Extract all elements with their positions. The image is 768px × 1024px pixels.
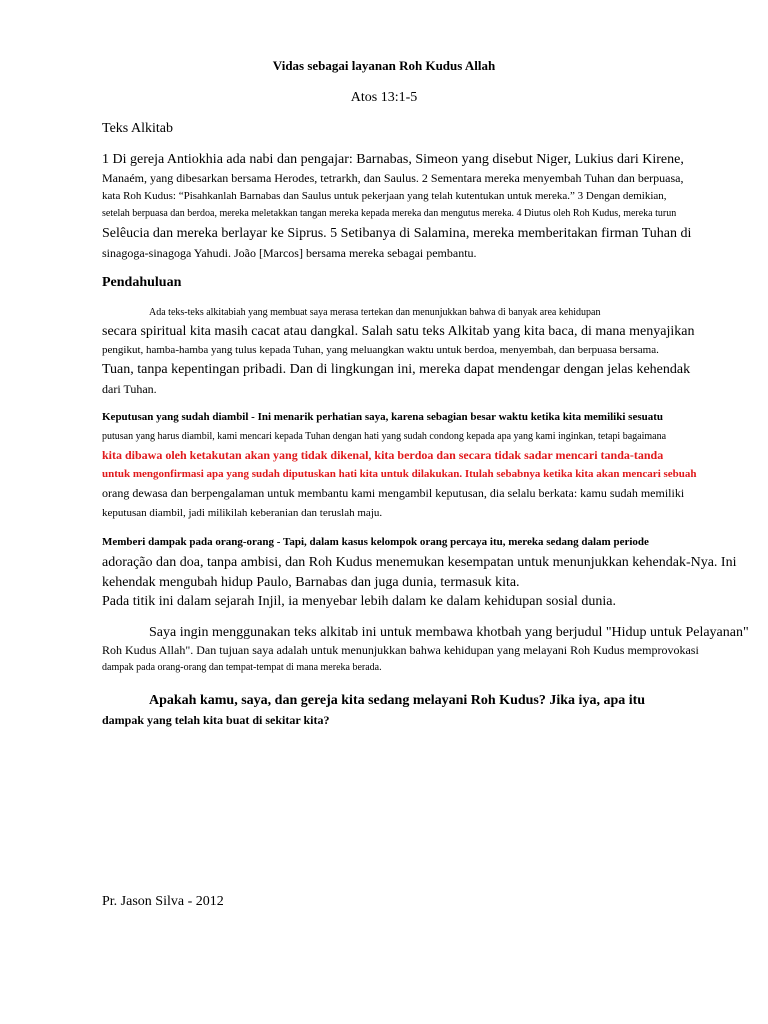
bible-text-line: setelah berpuasa dan berdoa, mereka meletakkan tangan mereka kepada mereka dan mengutus mereka. 4 Diutus oleh Roh Kudus, mereka turun bbox=[102, 208, 677, 219]
purpose-line: dampak pada orang-orang dan tempat-tempat di mana mereka berada. bbox=[102, 662, 382, 673]
impact-lead: Memberi dampak pada orang-orang - Tapi, dalam kasus kelompok orang percaya itu, mereka sedang dalam periode bbox=[102, 536, 649, 548]
intro-line: pengikut, hamba-hamba yang tulus kepada Tuhan, yang meluangkan waktu untuk berdoa, menyembah, dan berpuasa bersama. bbox=[102, 344, 659, 356]
intro-line: secara spiritual kita masih cacat atau dangkal. Salah satu teks Alkitab yang kita baca, di mana menyajikan bbox=[102, 324, 695, 339]
purpose-line: Saya ingin menggunakan teks alkitab ini untuk membawa khotbah yang berjudul "Hidup untuk Pelayanan" bbox=[149, 625, 749, 640]
question-line: dampak yang telah kita buat di sekitar kita? bbox=[102, 713, 330, 727]
bible-text-heading: Teks Alkitab bbox=[102, 121, 173, 136]
decision-line: orang dewasa dan berpengalaman untuk membantu kami mengambil keputusan, dia selalu berkata: kamu sudah memiliki bbox=[102, 486, 685, 500]
author-signature: Pr. Jason Silva - 2012 bbox=[102, 894, 224, 909]
decision-line: keputusan diambil, jadi milikilah keberanian dan teruslah maju. bbox=[102, 507, 383, 519]
bible-text-line: Manaém, yang dibesarkan bersama Herodes, tetrarkh, dan Saulus. 2 Sementara mereka menyembah Tuhan dan berpuasa, bbox=[102, 171, 684, 185]
decision-line: putusan yang harus diambil, kami mencari kepada Tuhan dengan hati yang sudah condong kepada apa yang kami inginkan, tetapi bagaimana bbox=[102, 431, 667, 442]
impact-line: Pada titik ini dalam sejarah Injil, ia menyebar lebih dalam ke dalam kehidupan sosial dunia. bbox=[102, 594, 616, 609]
decision-highlight-line: untuk mengonfirmasi apa yang sudah diputuskan hati kita untuk dilakukan. Itulah sebabnya ketika kita akan mencari sebuah bbox=[102, 468, 697, 480]
intro-heading: Pendahuluan bbox=[102, 275, 182, 290]
decision-highlight-line: kita dibawa oleh ketakutan akan yang tidak dikenal, kita berdoa dan secara tidak sadar mencari tanda-tanda bbox=[102, 448, 664, 462]
bible-text-line: kata Roh Kudus: “Pisahkanlah Barnabas dan Saulus untuk pekerjaan yang telah kutentukan untuk mereka.” 3 Dengan demikian, bbox=[102, 190, 667, 202]
document-title: Vidas sebagai layanan Roh Kudus Allah bbox=[272, 58, 496, 73]
decision-lead: Keputusan yang sudah diambil - Ini menarik perhatian saya, karena sebagian besar waktu ketika kita memiliki sesuatu bbox=[102, 411, 664, 423]
bible-text-line: sinagoga-sinagoga Yahudi. João [Marcos] bersama mereka sebagai pembantu. bbox=[102, 246, 477, 260]
intro-line: dari Tuhan. bbox=[102, 382, 157, 396]
bible-text-line: Selêucia dan mereka berlayar ke Siprus. 5 Setibanya di Salamina, mereka memberitakan firman Tuhan di bbox=[102, 226, 692, 241]
purpose-line: Roh Kudus Allah". Dan tujuan saya adalah untuk menunjukkan bahwa kehidupan yang melayani Roh Kudus memprovokasi bbox=[102, 643, 699, 657]
intro-line: Ada teks-teks alkitabiah yang membuat saya merasa tertekan dan menunjukkan bahwa di banyak area kehidupan bbox=[149, 307, 601, 318]
intro-line: Tuan, tanpa kepentingan pribadi. Dan di lingkungan ini, mereka dapat mendengar dengan jelas kehendak bbox=[102, 362, 691, 377]
impact-line: kehendak mengubah hidup Paulo, Barnabas dan juga dunia, termasuk kita. bbox=[102, 575, 520, 590]
bible-text-line: 1 Di gereja Antiokhia ada nabi dan pengajar: Barnabas, Simeon yang disebut Niger, Lukius dari Kirene, bbox=[102, 152, 684, 167]
impact-line: adoração dan doa, tanpa ambisi, dan Roh Kudus menemukan kesempatan untuk menunjukkan kehendak-Nya. Ini bbox=[102, 555, 737, 570]
question-line: Apakah kamu, saya, dan gereja kita sedang melayani Roh Kudus? Jika iya, apa itu bbox=[149, 693, 646, 708]
scripture-reference: Atos 13:1-5 bbox=[350, 90, 418, 105]
